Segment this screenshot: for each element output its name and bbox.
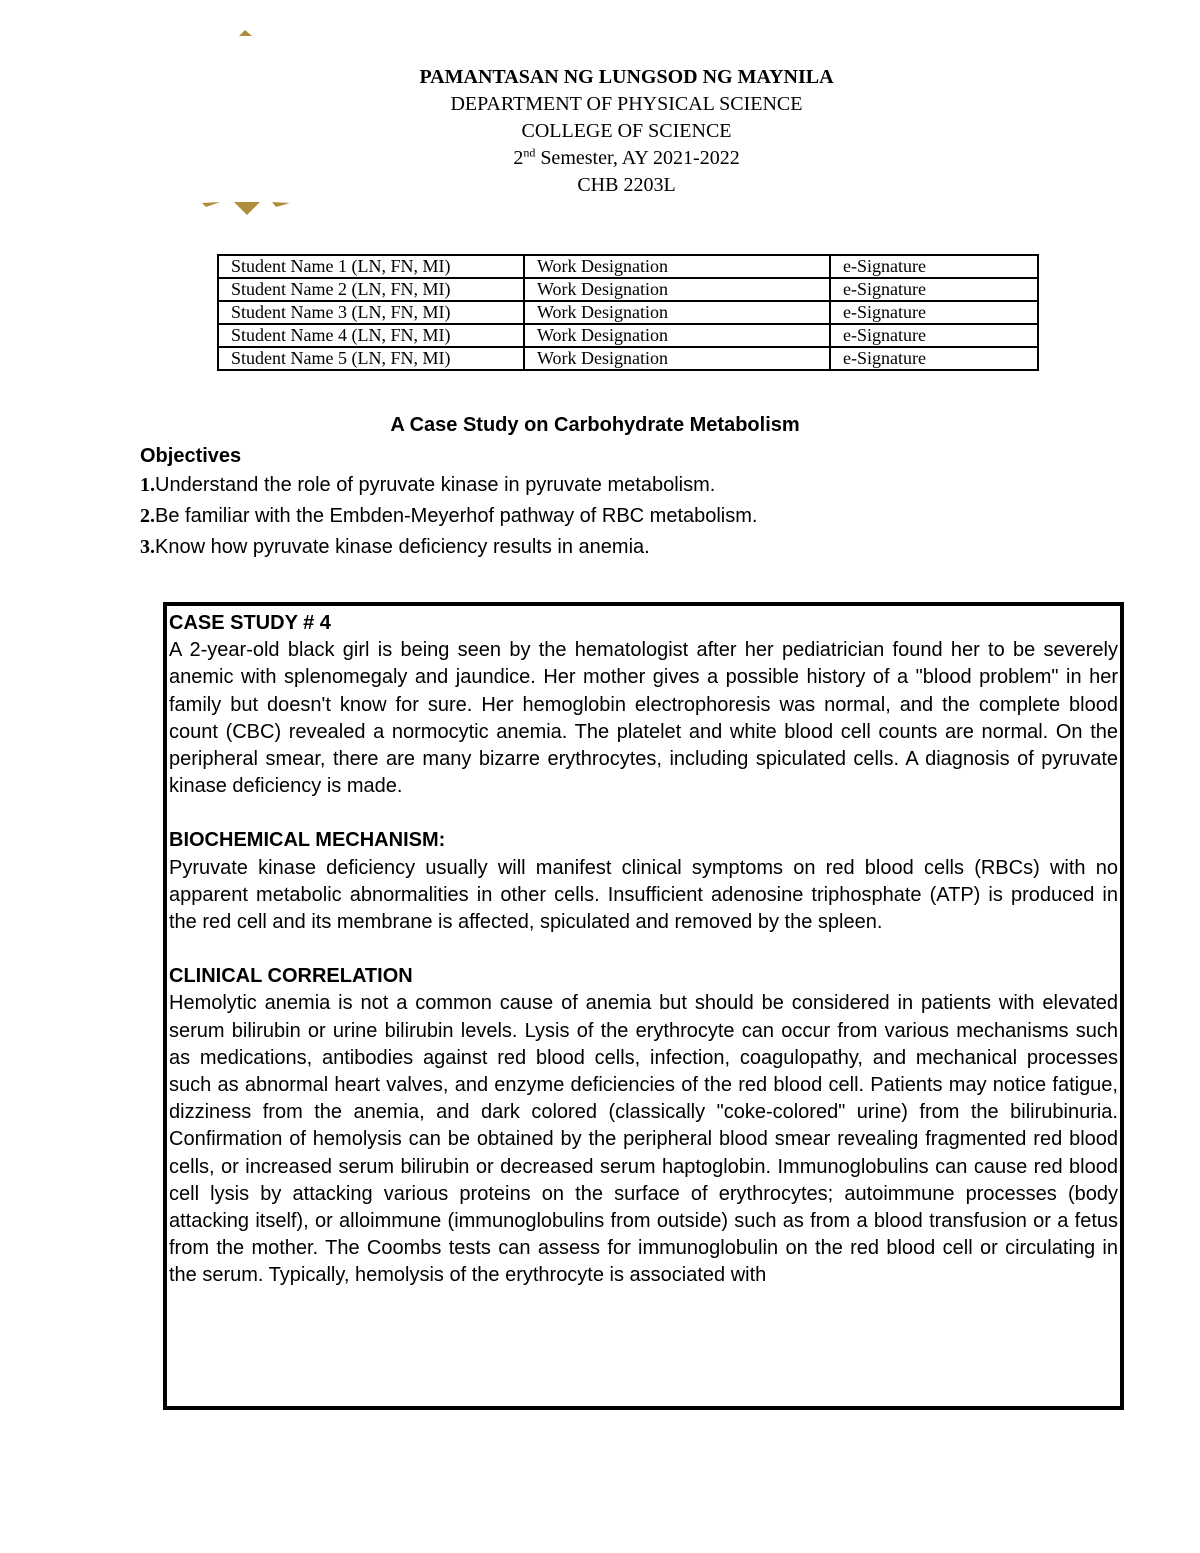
correlation-text: Hemolytic anemia is not a common cause of anemia but should be considered in patients with elevated serum bilirubin or urine bilirubin levels. Lysis of the erythrocyte can occur from various mechanisms such as medications, antibodies against red blood cells, infection, coagulopathy, and mechanical processes such as abnormal heart valves, and enzyme deficiencies of the red blood cell. Patients may notice fatigue, dizziness from the anemia, and dark colored (classically "coke-colored" urine) from the bilirubinuria. Confirmation of hemolysis can be obtained by the peripheral blood smear revealing fragmented red blood cells, or increased serum bilirubin or decreased serum haptoglobin. Immunoglobulins can cause red blood cell lysis by attacking various proteins on the surface of erythrocytes; autoimmune processes (body attacking itself), or alloimmune (immunoglobulins from outside) such as from a blood transfusion or a fetus from the mother. The Coombs tests can assess for immunoglobulin on the red blood cell or circulating in the serum. Typically, hemolysis of the erythrocyte is associated with <box>169 992 1118 1287</box>
list-item <box>140 532 757 563</box>
table-row <box>218 255 1038 278</box>
table-row <box>218 324 1038 347</box>
student-table <box>217 254 1039 371</box>
spacer <box>169 936 1118 963</box>
signature-cell: e-Signature <box>830 347 1038 370</box>
course-code: CHB 2203L <box>577 174 676 196</box>
work-designation-cell: Work Designation <box>524 324 830 347</box>
student-name-cell: Student Name 1 (LN, FN, MI) <box>218 255 524 278</box>
case-study-text: A 2-year-old black girl is being seen by the hematologist after her pediatrician found her to be severely anemic with splenomegaly and jaundice. Her mother gives a possible history of a "blood problem" in her family but doesn't know for sure. Her hemoglobin electrophoresis was normal, and the complete blood count (CBC) revealed a normocytic anemia. The platelet and white blood cell counts are normal. On the peripheral smear, there are many bizarre erythrocytes, including spiculated cells. A diagnosis of pyruvate kinase deficiency is made. <box>169 639 1118 798</box>
student-name-cell: Student Name 2 (LN, FN, MI) <box>218 278 524 301</box>
objectives-section <box>140 442 757 563</box>
student-name-cell: Student Name 4 (LN, FN, MI) <box>218 324 524 347</box>
university-name: PAMANTASAN NG LUNGSOD NG MAYNILA <box>419 66 834 88</box>
signature-cell: e-Signature <box>830 255 1038 278</box>
list-item <box>140 470 757 501</box>
signature-cell: e-Signature <box>830 278 1038 301</box>
student-name-cell: Student Name 5 (LN, FN, MI) <box>218 347 524 370</box>
case-study-box <box>163 602 1124 1410</box>
signature-cell: e-Signature <box>830 301 1038 324</box>
objectives-heading: Objectives <box>140 445 242 467</box>
mechanism-text: Pyruvate kinase deficiency usually will manifest clinical symptoms on red blood cells (RBCs) with no apparent metabolic abnormalities in other cells. Insufficient adenosine triphosphate (ATP) is produced in the red cell and its membrane is affected, spiculated and removed by the spleen. <box>169 856 1118 934</box>
list-item <box>140 501 757 532</box>
item-text: Understand the role of pyruvate kinase in pyruvate metabolism. <box>155 474 716 496</box>
table-row <box>218 301 1038 324</box>
semester-line <box>0 145 1200 172</box>
document-header <box>0 64 1200 199</box>
student-name-cell: Student Name 3 (LN, FN, MI) <box>218 301 524 324</box>
table-row <box>218 278 1038 301</box>
item-number: 3. <box>140 536 155 558</box>
mechanism-heading: BIOCHEMICAL MECHANISM: <box>169 829 446 852</box>
item-number: 2. <box>140 505 155 527</box>
table-row <box>218 347 1038 370</box>
correlation-heading: CLINICAL CORRELATION <box>169 965 413 988</box>
semester-rest: Semester, AY 2021-2022 <box>535 147 740 169</box>
college-name: COLLEGE OF SCIENCE <box>521 120 732 142</box>
department-name: DEPARTMENT OF PHYSICAL SCIENCE <box>450 93 803 115</box>
spacer <box>169 800 1118 827</box>
work-designation-cell: Work Designation <box>524 301 830 324</box>
signature-cell: e-Signature <box>830 324 1038 347</box>
work-designation-cell: Work Designation <box>524 255 830 278</box>
document-title: A Case Study on Carbohydrate Metabolism <box>390 414 800 436</box>
case-study-heading: CASE STUDY # 4 <box>169 612 331 634</box>
work-designation-cell: Work Designation <box>524 347 830 370</box>
work-designation-cell: Work Designation <box>524 278 830 301</box>
item-number: 1. <box>140 474 155 496</box>
item-text: Be familiar with the Embden-Meyerhof pathway of RBC metabolism. <box>155 505 758 527</box>
item-text: Know how pyruvate kinase deficiency results in anemia. <box>155 536 650 558</box>
semester-ordinal: 2 <box>513 147 524 169</box>
objectives-list <box>140 470 757 563</box>
semester-suffix: nd <box>523 145 536 160</box>
